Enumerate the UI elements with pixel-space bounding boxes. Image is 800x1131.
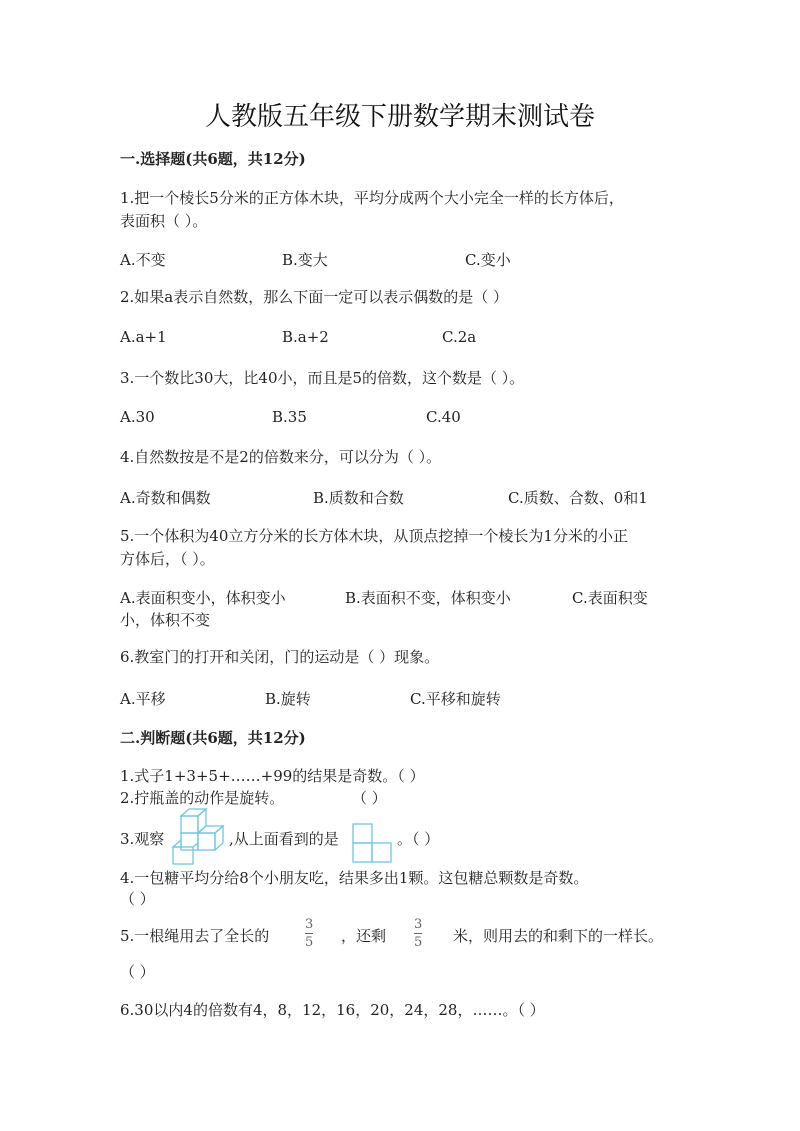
section-heading-choice: 一.选择题(共6题，共12分) [120,150,306,168]
judgement-3-text-b: ,从上面看到的是 [229,830,339,848]
question-1-text-cont: 表面积（ ）。 [120,212,208,230]
q2-option-a[interactable]: A.a+1 [120,328,167,346]
q5-option-a[interactable]: A.表面积变小，体积变小 [120,589,286,607]
q4-option-b[interactable]: B.质数和合数 [313,489,404,507]
q5-option-b[interactable]: B.表面积不变，体积变小 [345,589,511,607]
q5-option-c[interactable]: C.表面积变 [572,589,648,607]
cube-stack-figure [170,806,230,866]
q1-option-a[interactable]: A.不变 [120,251,166,269]
judgement-3-text-a: 3.观察 [120,830,165,848]
question-1-text: 1.把一个棱长5分米的正方体木块，平均分成两个大小完全一样的长方体后， [120,189,624,207]
q1-option-c[interactable]: C.变小 [465,251,511,269]
judgement-1-text: 1.式子1+3+5+……+99的结果是奇数。（ ） [120,767,425,785]
judgement-4-blank[interactable]: （ ） [120,890,155,908]
judgement-4-text: 4.一包糖平均分给8个小朋友吃，结果多出1颗。这包糖总颗数是奇数。 [120,869,589,887]
question-5-text: 5.一个体积为40立方分米的长方体木块，从顶点挖掉一个棱长为1分米的小正 [120,527,628,545]
q3-option-c[interactable]: C.40 [426,408,461,426]
q1-option-b[interactable]: B.变大 [282,251,328,269]
question-3-text: 3.一个数比30大，比40小，而且是5的倍数，这个数是（ ）。 [120,369,525,387]
fraction-three-fifths-2: 3 5 [414,917,423,950]
q3-option-a[interactable]: A.30 [120,408,155,426]
top-view-figure [352,823,394,863]
fraction-three-fifths-1: 3 5 [305,917,314,950]
question-5-text-cont: 方体后，（ ）。 [120,550,215,568]
judgement-2-text: 2.拧瓶盖的动作是旋转。 [120,789,285,807]
q4-option-a[interactable]: A.奇数和偶数 [120,489,211,507]
q4-option-c[interactable]: C.质数、合数、0和1 [508,489,648,507]
judgement-6-text: 6.30以内4的倍数有4，8，12，16，20，24，28，……。（ ） [120,1001,545,1019]
q6-option-a[interactable]: A.平移 [120,690,166,708]
question-4-text: 4.自然数按是不是2的倍数来分，可以分为（ ）。 [120,448,442,466]
judgement-2-blank[interactable]: （ ） [352,789,387,807]
q2-option-b[interactable]: B.a+2 [282,328,329,346]
question-2-text: 2.如果a表示自然数，那么下面一定可以表示偶数的是（ ） [120,288,509,306]
q3-option-b[interactable]: B.35 [272,408,307,426]
judgement-5-text-b: ，还剩 [341,927,387,945]
judgement-5-text-a: 5.一根绳用去了全长的 [120,927,270,945]
q2-option-c[interactable]: C.2a [442,328,477,346]
q6-option-b[interactable]: B.旋转 [265,690,311,708]
q6-option-c[interactable]: C.平移和旋转 [410,690,501,708]
judgement-5-blank[interactable]: （ ） [120,963,155,981]
judgement-3-text-c: 。（ ） [397,830,440,848]
page-title: 人教版五年级下册数学期末测试卷 [204,102,595,132]
section-heading-judgement: 二.判断题(共6题，共12分) [120,729,306,747]
question-6-text: 6.教室门的打开和关闭，门的运动是（ ）现象。 [120,648,440,666]
judgement-5-text-c: 米，则用去的和剩下的一样长。 [453,927,664,945]
q5-option-c-cont: 小，体积不变 [120,611,211,629]
